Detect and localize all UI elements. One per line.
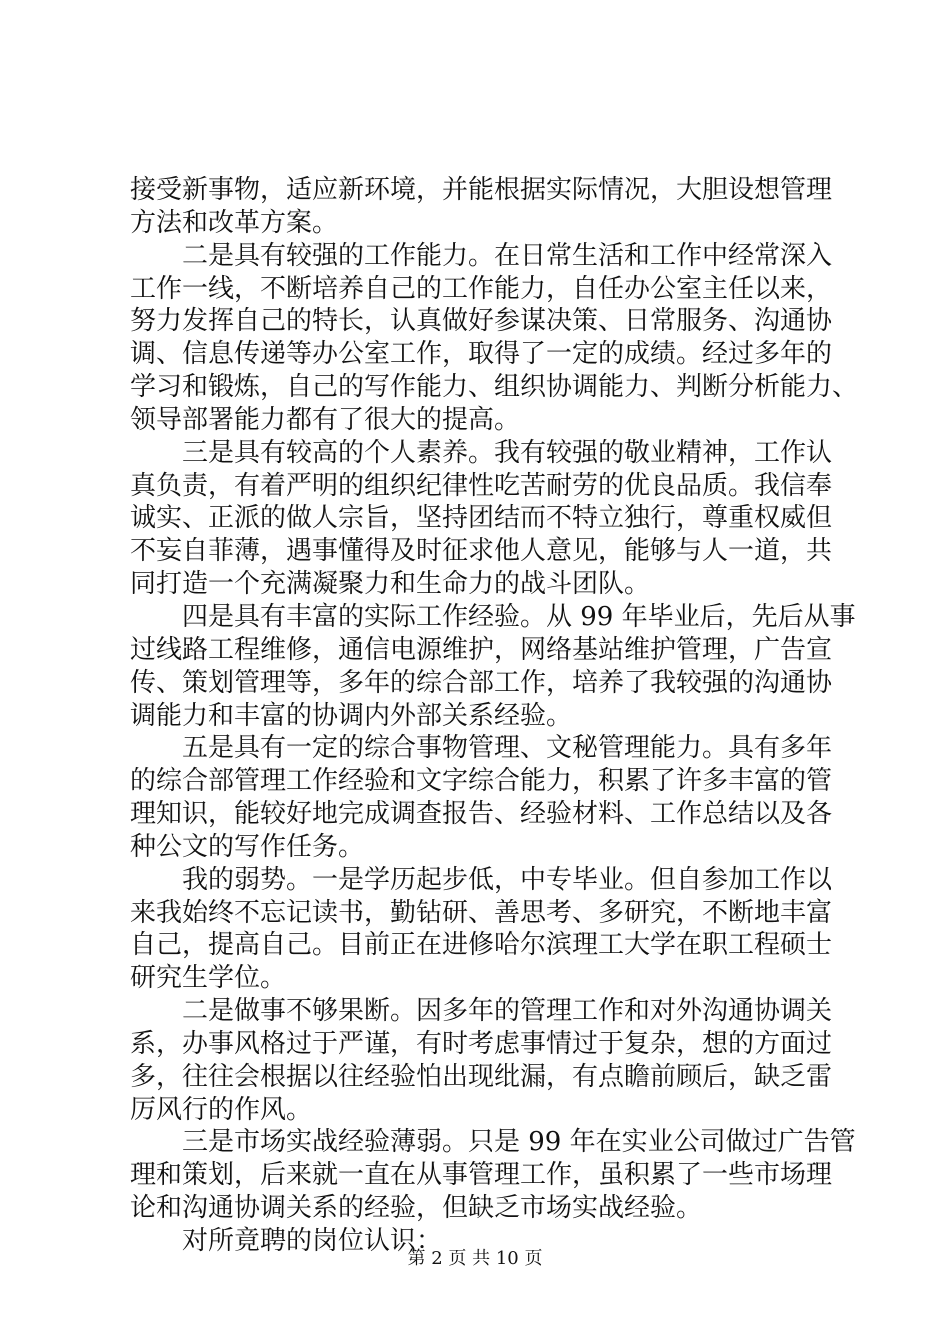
text-line: 调、信息传递等办公室工作，取得了一定的成绩。经过多年的 xyxy=(130,339,833,370)
text-line: 四是具有丰富的实际工作经验。从 99 年毕业后，先后从事 xyxy=(182,601,856,632)
text-line: 二是做事不够果断。因多年的管理工作和对外沟通协调关 xyxy=(182,996,833,1027)
text-line: 我的弱势。一是学历起步低，中专毕业。但自参加工作以 xyxy=(182,864,833,895)
text-line: 五是具有一定的综合事物管理、文秘管理能力。具有多年 xyxy=(182,733,833,764)
text-line: 接受新事物，适应新环境，并能根据实际情况，大胆设想管理 xyxy=(130,175,833,205)
text-line: 诚实、正派的做人宗旨，坚持团结而不特立独行，尊重权威但 xyxy=(130,503,833,534)
text-line: 的综合部管理工作经验和文字综合能力，积累了许多丰富的管 xyxy=(130,766,833,797)
text-line: 来我始终不忘记读书，勤钻研、善思考、多研究，不断地丰富 xyxy=(130,897,833,928)
text-line: 调能力和丰富的协调内外部关系经验。 xyxy=(130,700,573,731)
text-line: 不妄自菲薄，遇事懂得及时征求他人意见，能够与人一道，共 xyxy=(130,536,833,567)
text-line: 二是具有较强的工作能力。在日常生活和工作中经常深入 xyxy=(182,240,833,271)
text-line: 三是市场实战经验薄弱。只是 99 年在实业公司做过广告管 xyxy=(182,1127,856,1158)
text-line: 自己，提高自己。目前正在进修哈尔滨理工大学在职工程硕士 xyxy=(130,930,833,961)
text-line: 论和沟通协调关系的经验，但缺乏市场实战经验。 xyxy=(130,1193,703,1224)
text-line: 方法和改革方案。 xyxy=(130,207,339,238)
page-number-footer: 第 2 页 共 10 页 xyxy=(407,1248,543,1269)
text-line: 传、策划管理等，多年的综合部工作，培养了我较强的沟通协 xyxy=(130,667,833,698)
text-line: 同打造一个充满凝聚力和生命力的战斗团队。 xyxy=(130,569,651,600)
text-line: 多，往往会根据以往经验怕出现纰漏，有点瞻前顾后，缺乏雷 xyxy=(130,1061,833,1092)
text-line: 对所竟聘的岗位认识： xyxy=(182,1226,443,1256)
text-line: 工作一线，不断培养自己的工作能力，自任办公室主任以来， xyxy=(130,273,833,304)
text-line: 真负责，有着严明的组织纪律性吃苦耐劳的优良品质。我信奉 xyxy=(130,470,833,501)
text-line: 系，办事风格过于严谨，有时考虑事情过于复杂，想的方面过 xyxy=(130,1028,833,1059)
text-line: 领导部署能力都有了很大的提高。 xyxy=(130,404,521,435)
text-line: 种公文的写作任务。 xyxy=(130,831,365,862)
text-line: 理知识，能较好地完成调查报告、经验材料、工作总结以及各 xyxy=(130,799,833,830)
text-line: 三是具有较高的个人素养。我有较强的敬业精神，工作认 xyxy=(182,437,833,468)
text-line: 厉风行的作风。 xyxy=(130,1094,313,1125)
document-body xyxy=(130,174,859,1258)
text-line: 理和策划，后来就一直在从事管理工作，虽积累了一些市场理 xyxy=(130,1160,833,1191)
text-line: 研究生学位。 xyxy=(130,963,287,994)
text-line: 学习和锻炼，自己的写作能力、组织协调能力、判断分析能力、 xyxy=(130,372,859,403)
text-line: 努力发挥自己的特长，认真做好参谋决策、日常服务、沟通协 xyxy=(130,306,833,337)
text-line: 过线路工程维修，通信电源维护，网络基站维护管理，广告宣 xyxy=(130,634,833,665)
